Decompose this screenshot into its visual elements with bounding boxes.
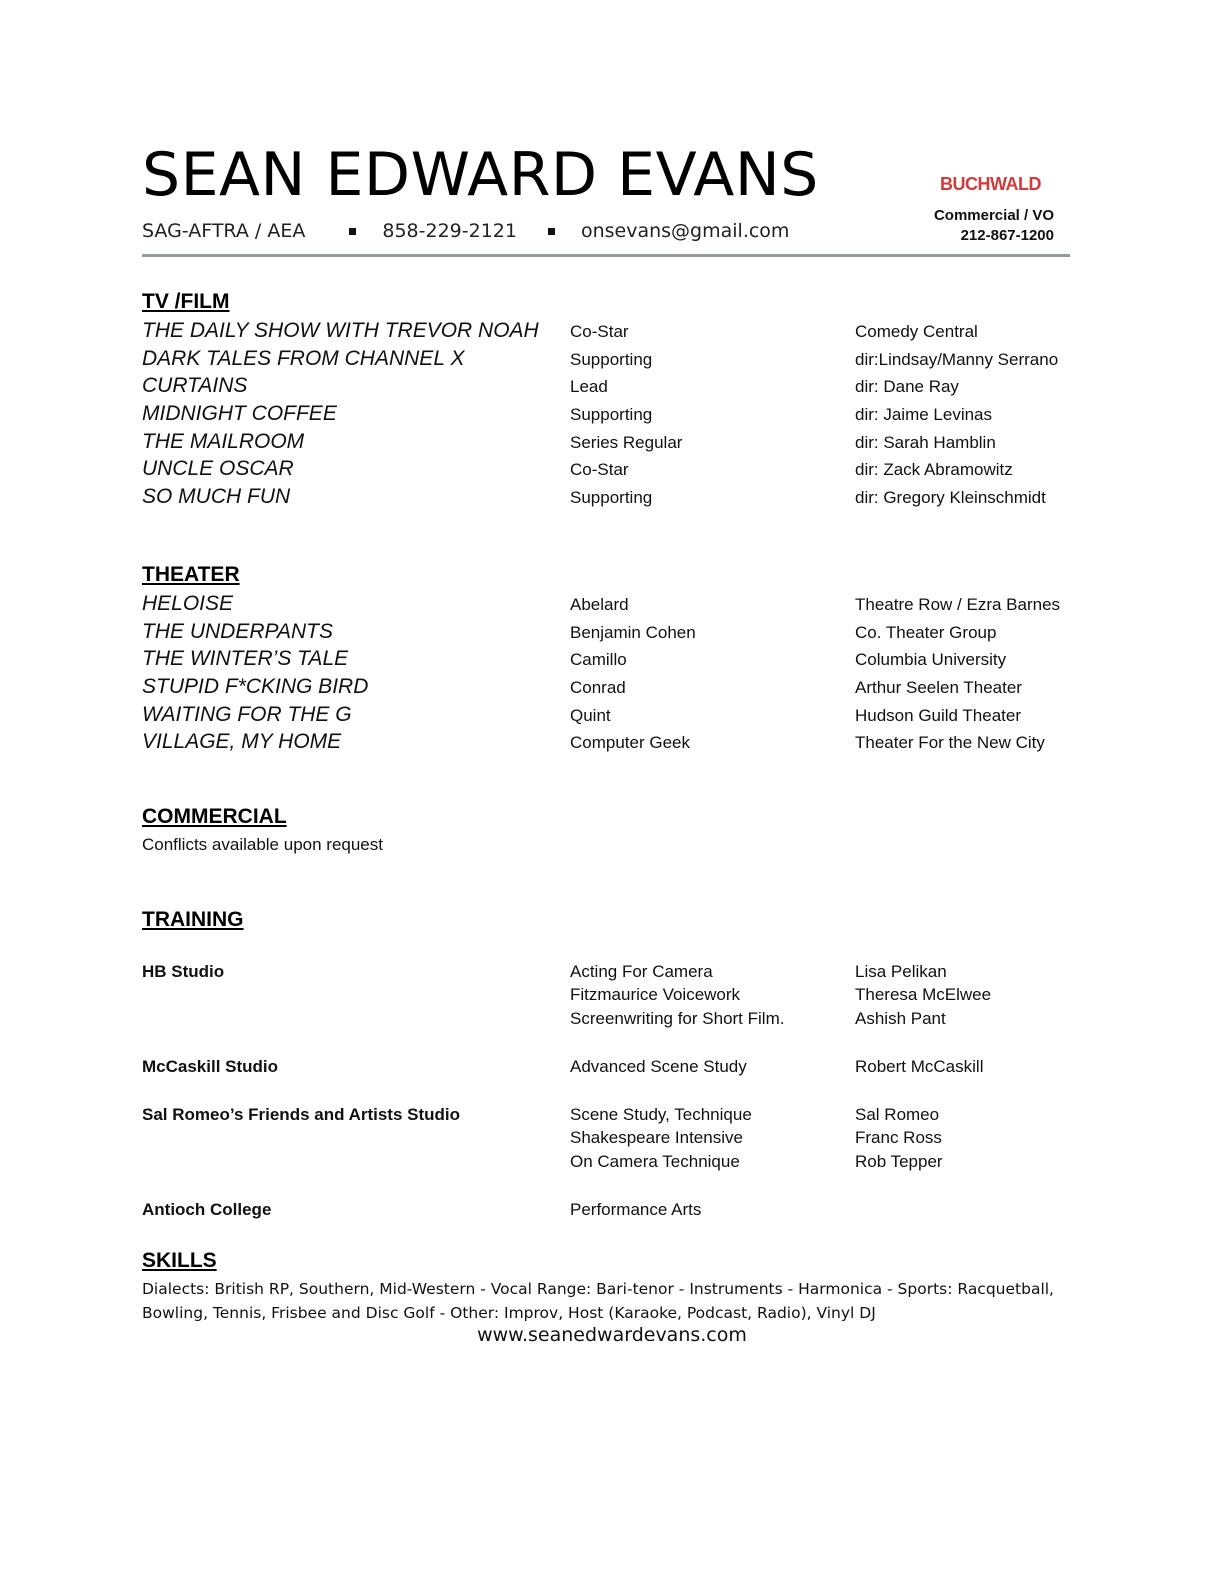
union-affiliations: SAG-AFTRA / AEA	[142, 220, 306, 242]
credit-row	[142, 592, 1082, 620]
credit-role: Series Regular	[570, 433, 683, 452]
training-class: Performance Arts	[570, 1200, 702, 1219]
training-class: Screenwriting for Short Film.	[570, 1009, 785, 1028]
training-row	[142, 1200, 1082, 1228]
credit-row	[142, 347, 1082, 375]
credit-director: dir: Zack Abramowitz	[855, 460, 1013, 479]
credit-role: Supporting	[570, 350, 653, 369]
credit-role: Abelard	[570, 595, 629, 614]
credit-title: DARK TALES FROM CHANNEL X	[142, 347, 465, 370]
training-school: McCaskill Studio	[142, 1057, 279, 1076]
section-title-commercial: COMMERCIAL	[142, 805, 287, 828]
bullet-separator	[349, 228, 356, 235]
credit-venue: Theatre Row / Ezra Barnes	[855, 595, 1061, 614]
credit-row	[142, 703, 1082, 731]
agency-phone: 212-867-1200	[960, 227, 1054, 244]
email-address: onsevans@gmail.com	[580, 220, 790, 242]
training-class: Shakespeare Intensive	[570, 1128, 743, 1147]
credit-role: Co-Star	[570, 322, 629, 341]
credit-venue: Co. Theater Group	[855, 623, 997, 642]
training-row	[142, 1152, 1082, 1180]
credit-venue: Hudson Guild Theater	[855, 706, 1022, 725]
section-title-training: TRAINING	[142, 908, 244, 931]
website-link[interactable]: www.seanedwardevans.com	[477, 1324, 747, 1346]
credit-venue: Arthur Seelen Theater	[855, 678, 1022, 697]
credit-role: Camillo	[570, 650, 627, 669]
credit-row	[142, 647, 1082, 675]
section-title-tvfilm: TV /FILM	[142, 290, 230, 313]
header-divider	[142, 254, 1070, 257]
credit-venue: Columbia University	[855, 650, 1007, 669]
section-title-skills: SKILLS	[142, 1249, 217, 1272]
credit-row	[142, 620, 1082, 648]
credit-title: HELOISE	[142, 592, 234, 615]
contact-line	[142, 220, 789, 242]
credit-director: Comedy Central	[855, 322, 978, 341]
training-school: HB Studio	[142, 962, 225, 981]
training-teacher: Rob Tepper	[855, 1152, 943, 1171]
credit-role: Co-Star	[570, 460, 629, 479]
credit-title: THE DAILY SHOW WITH TREVOR NOAH	[142, 319, 539, 342]
credit-title: CURTAINS	[142, 374, 248, 397]
training-teacher: Theresa McElwee	[855, 985, 992, 1004]
training-teacher: Lisa Pelikan	[855, 962, 947, 981]
resume-name: SEAN EDWARD EVANS	[142, 140, 819, 210]
credit-role: Benjamin Cohen	[570, 623, 696, 642]
training-teacher: Robert McCaskill	[855, 1057, 984, 1076]
skills-list: Dialects: British RP, Southern, Mid-Western - Vocal Range: Bari-tenor - Instruments - Harmonica - Sports: Racquetball, Bowling, Tennis, Frisbee and Disc Golf - Other: Improv, Host (Karaoke, Podcast, Radio), Vinyl DJ	[142, 1280, 1054, 1322]
agency-logo: BUCHWALD	[940, 174, 1041, 194]
credit-director: dir:Lindsay/Manny Serrano	[855, 350, 1059, 369]
credit-row	[142, 402, 1082, 430]
credit-director: dir: Gregory Kleinschmidt	[855, 488, 1046, 507]
training-class: Scene Study, Technique	[570, 1105, 752, 1124]
credit-row	[142, 430, 1082, 458]
credit-role: Conrad	[570, 678, 626, 697]
training-class: Advanced Scene Study	[570, 1057, 747, 1076]
training-school: Antioch College	[142, 1200, 272, 1219]
training-teacher: Franc Ross	[855, 1128, 942, 1147]
credit-title: WAITING FOR THE G	[142, 703, 352, 726]
training-school: Sal Romeo’s Friends and Artists Studio	[142, 1105, 461, 1124]
credit-title: VILLAGE, MY HOME	[142, 730, 342, 753]
credit-row	[142, 319, 1082, 347]
credit-director: dir: Jaime Levinas	[855, 405, 993, 424]
phone-number: 858-229-2121	[382, 220, 517, 242]
section-title-theater: THEATER	[142, 563, 240, 586]
credit-title: SO MUCH FUN	[142, 485, 291, 508]
credit-row	[142, 457, 1082, 485]
credit-row	[142, 675, 1082, 703]
credit-row	[142, 374, 1082, 402]
training-class: Fitzmaurice Voicework	[570, 985, 741, 1004]
credit-director: dir: Sarah Hamblin	[855, 433, 996, 452]
agency-department: Commercial / VO	[933, 207, 1054, 224]
bullet-separator	[548, 228, 555, 235]
credit-role: Lead	[570, 377, 608, 396]
credit-title: STUPID F*CKING BIRD	[142, 675, 369, 698]
credit-title: THE MAILROOM	[142, 430, 305, 453]
training-teacher: Ashish Pant	[855, 1009, 946, 1028]
credit-title: THE WINTER’S TALE	[142, 647, 349, 670]
training-class: On Camera Technique	[570, 1152, 740, 1171]
credit-role: Computer Geek	[570, 733, 690, 752]
credit-role: Quint	[570, 706, 611, 725]
credit-row	[142, 730, 1082, 758]
commercial-note: Conflicts available upon request	[142, 835, 383, 854]
credit-title: UNCLE OSCAR	[142, 457, 294, 480]
credit-title: THE UNDERPANTS	[142, 620, 333, 643]
credit-role: Supporting	[570, 405, 653, 424]
credit-venue: Theater For the New City	[855, 733, 1045, 752]
credit-director: dir: Dane Ray	[855, 377, 959, 396]
training-class: Acting For Camera	[570, 962, 713, 981]
credit-row	[142, 485, 1082, 513]
training-teacher: Sal Romeo	[855, 1105, 940, 1124]
training-row	[142, 1057, 1082, 1085]
training-row	[142, 1009, 1082, 1037]
credit-role: Supporting	[570, 488, 653, 507]
credit-title: MIDNIGHT COFFEE	[142, 402, 337, 425]
